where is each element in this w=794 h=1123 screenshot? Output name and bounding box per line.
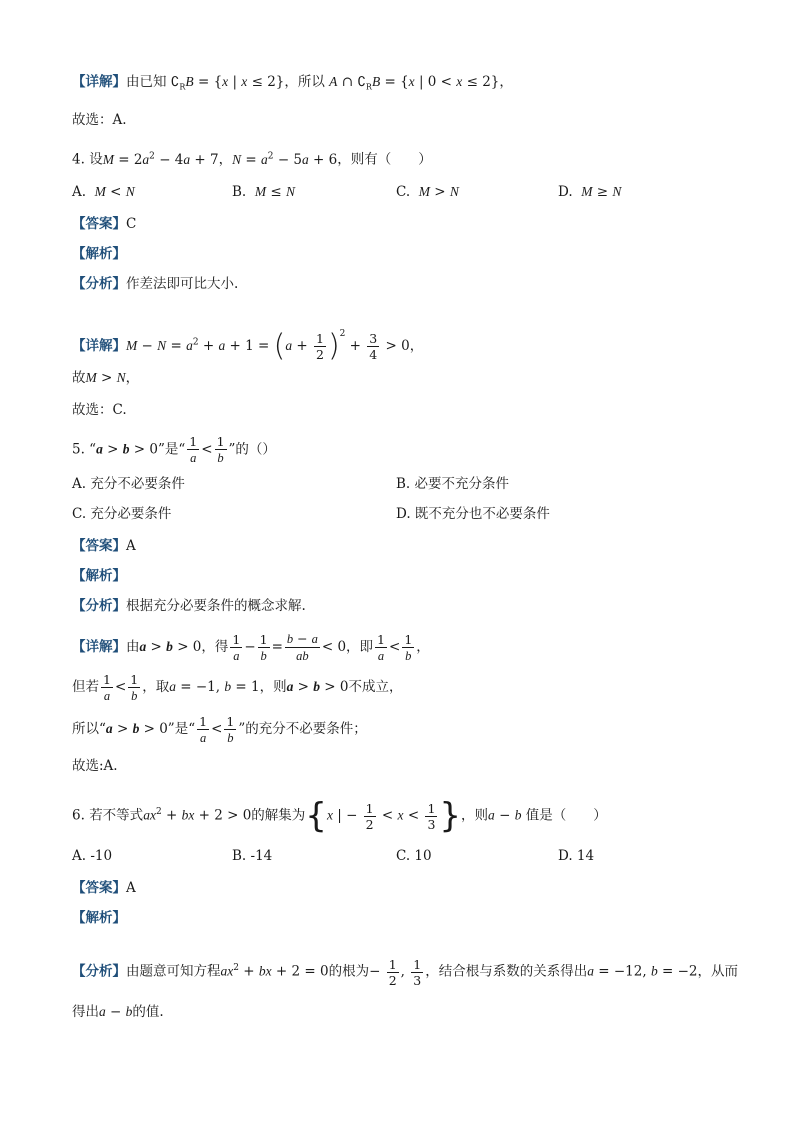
q4-option-d[interactable]: D. M ≥ N xyxy=(558,184,622,200)
q5-detail-3: 所以“a > b > 0”是“ $\frac{1}{a}$ < $\frac{1}{b}$ ”的充分不必要条件； xyxy=(72,713,367,745)
q4-analysis-tag: 【解析】 xyxy=(72,246,126,262)
q5-analysis-tag: 【解析】 xyxy=(72,568,126,584)
q5-detail-2: 但若 $\frac{1}{a}$ < $\frac{1}{b}$ ，取a = −1, b = 1，则a > b > 0不成立， xyxy=(72,671,403,703)
q6-option-d[interactable]: D. 14 xyxy=(558,848,595,864)
q6-option-c[interactable]: C. 10 xyxy=(396,848,432,864)
q6-analysis-tag: 【解析】 xyxy=(72,910,126,926)
math-intersection: A ∩ $∁_RB = \{x$ | 0 < x ≤ 2} xyxy=(329,74,500,92)
q3-choose: 故选：A. xyxy=(72,112,127,128)
q4-choose: 故选：C. xyxy=(72,402,127,418)
q6-option-a[interactable]: A. -10 xyxy=(72,848,113,864)
q6-method-1: 【分析】由题意可知方程$ax^2$ + bx + 2 = 0的根为− $\frac{1}{2}$ , $\frac{1}{3}$ ，结合根与系数的关系得出a = −12, b = −2，从而 xyxy=(72,956,738,988)
q4-stem: 4. 设$M = 2a^2 - 4a + 7$，$N = a^2 - 5a + 6$，则有（ ） xyxy=(72,151,432,168)
q6-method-2: 得出a − b的值. xyxy=(72,1004,164,1020)
math-complement: $∁_RB = \{x$ | x ≤ 2} xyxy=(170,74,285,92)
q5-answer: 【答案】A xyxy=(72,538,136,554)
q4-method: 【分析】作差法即可比大小. xyxy=(72,276,239,292)
q4-option-a[interactable]: A. M < N xyxy=(72,184,135,200)
q4-option-c[interactable]: C. M > N xyxy=(396,184,459,200)
q4-answer: 【答案】C xyxy=(72,216,137,232)
q5-method: 【分析】根据充分必要条件的概念求解. xyxy=(72,598,306,614)
q5-stem: 5. “a > b > 0”是“ $\frac{1}{a}$ < $\frac{1}{b}$ ”的（） xyxy=(72,434,276,465)
q5-detail-1: 【详解】由a > b > 0，得 $\frac{1}{a}$ − $\frac{1}{b}$ = $\frac{b - a}{ab}$ < 0，即 $\frac{1}{a}$ < $\frac{1}{b}$ ， xyxy=(72,631,430,663)
q4-conclusion: 故M > N， xyxy=(72,370,140,386)
q5-option-b[interactable]: B. 必要不充分条件 xyxy=(396,476,510,492)
q5-option-c[interactable]: C. 充分必要条件 xyxy=(72,506,172,522)
q4-detail: 【详解】$M - N = a^2 + a + 1 = (a$ + $\frac{1}{2}$ )$^2$ + $\frac{3}{4}$ > 0， xyxy=(72,328,424,364)
q4-option-b[interactable]: B. M ≤ N xyxy=(232,184,295,200)
math-N: $N = a^2 - 5a + 6$ xyxy=(232,151,338,168)
q5-option-d[interactable]: D. 既不充分也不必要条件 xyxy=(396,506,550,522)
q3-detail-line: 【详解】由已知 $∁_RB = \{x$ | x ≤ 2}，所以 A ∩ $∁_RB = \{x$ | 0 < x ≤ 2}， xyxy=(72,74,513,92)
q5-option-a[interactable]: A. 充分不必要条件 xyxy=(72,476,185,492)
q6-answer: 【答案】A xyxy=(72,880,136,896)
math-M: $M = 2a^2 - 4a + 7$ xyxy=(102,151,219,168)
q6-option-b[interactable]: B. -14 xyxy=(232,848,273,864)
detail-tag: 【详解】 xyxy=(72,74,126,90)
q6-stem: 6. 若不等式$ax^2$ + bx + 2 > 0的解集为{x | − $\frac{1}{2}$ < x < $\frac{1}{3}$ }，则a − b 值是（ ） xyxy=(72,796,607,836)
q5-choose: 故选:A. xyxy=(72,758,118,774)
